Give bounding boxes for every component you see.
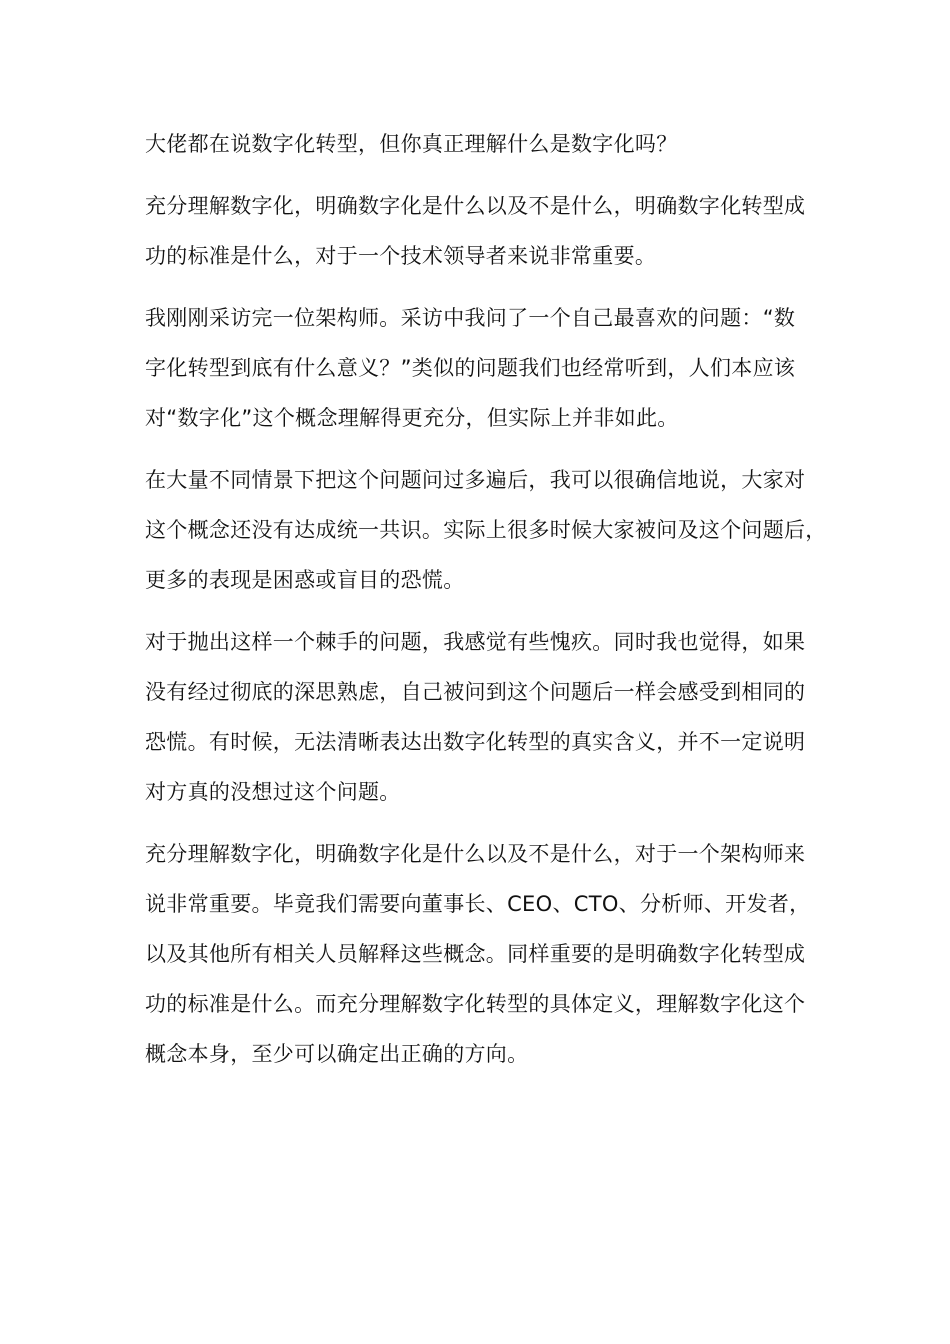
paragraph-line: 字化转型到底有什么意义？”类似的问题我们也经常听到，人们本应该 <box>145 356 796 380</box>
paragraph-5 <box>145 630 835 804</box>
paragraph-line: 大佬都在说数字化转型，但你真正理解什么是数字化吗？ <box>145 132 678 156</box>
paragraph-4 <box>145 468 835 592</box>
paragraph-line: 概念本身，至少可以确定出正确的方向。 <box>145 1042 529 1066</box>
paragraph-line: 充分理解数字化，明确数字化是什么以及不是什么，对于一个架构师来 <box>145 842 806 866</box>
paragraph-line: 我刚刚采访完一位架构师。采访中我问了一个自己最喜欢的问题：“数 <box>145 306 796 330</box>
paragraph-2 <box>145 194 835 268</box>
article-body <box>145 132 835 1104</box>
paragraph-line: 功的标准是什么，对于一个技术领导者来说非常重要。 <box>145 244 657 268</box>
paragraph-line: 恐慌。有时候，无法清晰表达出数字化转型的真实含义，并不一定说明 <box>145 730 806 754</box>
paragraph-line: 没有经过彻底的深思熟虑，自己被问到这个问题后一样会感受到相同的 <box>145 680 806 704</box>
paragraph-line: 功的标准是什么。而充分理解数字化转型的具体定义，理解数字化这个 <box>145 992 806 1016</box>
paragraph-1 <box>145 132 835 156</box>
paragraph-line: 对“数字化”这个概念理解得更充分，但实际上并非如此。 <box>145 406 679 430</box>
paragraph-6 <box>145 842 835 1066</box>
paragraph-line: 更多的表现是困惑或盲目的恐慌。 <box>145 568 465 592</box>
paragraph-line: 对方真的没想过这个问题。 <box>145 780 401 804</box>
paragraph-line: 充分理解数字化，明确数字化是什么以及不是什么，明确数字化转型成 <box>145 194 806 218</box>
paragraph-line: 对于抛出这样一个棘手的问题，我感觉有些愧疚。同时我也觉得，如果 <box>145 630 806 654</box>
paragraph-line: 这个概念还没有达成统一共识。实际上很多时候大家被问及这个问题后， <box>145 518 827 542</box>
paragraph-line: 在大量不同情景下把这个问题问过多遍后，我可以很确信地说，大家对 <box>145 468 806 492</box>
paragraph-3 <box>145 306 835 430</box>
paragraph-line: 以及其他所有相关人员解释这些概念。同样重要的是明确数字化转型成 <box>145 942 806 966</box>
paragraph-line: 说非常重要。毕竟我们需要向董事长、CEO、CTO、分析师、开发者， <box>145 892 811 916</box>
